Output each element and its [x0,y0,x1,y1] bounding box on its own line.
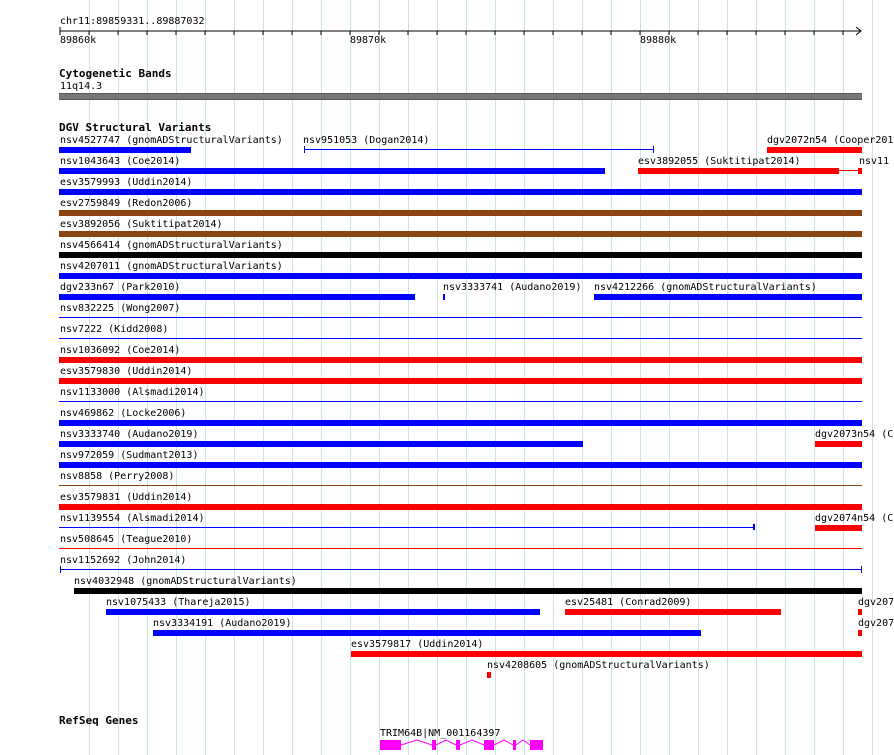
variant-label: nsv972059 (Sudmant2013) [60,450,199,461]
variant-bar-gain-loss-thin[interactable] [59,485,862,486]
variant-label: esv3579993 (Uddin2014) [60,177,193,188]
variant-label: dgv2072n54 (Cooper201 [767,135,894,146]
variant-bar-gain[interactable] [59,147,191,153]
variant-bar-gain[interactable] [59,441,583,447]
ruler-axis [0,24,890,44]
cytoband-label: 11q14.3 [60,81,103,92]
variant-bar-gain[interactable] [594,294,862,300]
variant-bar-end-tick [653,146,654,153]
variant-label: nsv4527747 (gnomADStructuralVariants) [60,135,283,146]
variant-label: nsv1152692 (John2014) [60,555,187,566]
variant-bar-complex[interactable] [59,252,862,258]
variant-bar-loss[interactable] [59,504,862,510]
variant-bar-end-tick [861,566,862,573]
gene-intron [401,740,432,745]
variant-bar-gain-loss[interactable] [59,231,862,237]
tick-label: 89880k [640,35,677,46]
variant-bar-complex[interactable] [74,588,862,594]
gene-intron [494,740,513,745]
cytoband-track-title: Cytogenetic Bands [59,67,172,80]
variant-bar-gain[interactable] [443,294,445,300]
gene-intron [460,740,484,745]
variant-label: nsv4212266 (gnomADStructuralVariants) [594,282,817,293]
gene-exon [432,740,436,750]
variant-bar-end-tick [60,566,61,573]
variant-bar-loss[interactable] [565,609,781,615]
variant-bar-loss[interactable] [59,357,862,363]
variant-label: nsv3333741 (Audano2019) [443,282,582,293]
variant-bar-loss[interactable] [59,378,862,384]
gene-label: TRIM64B|NM_001164397 [380,728,501,739]
gene-exon [484,740,494,750]
grid-line [872,0,873,755]
variant-label: esv25481 (Conrad2009) [565,597,692,608]
variant-label: nsv469862 (Locke2006) [60,408,187,419]
variant-label: dgv233n67 (Park2010) [60,282,181,293]
variant-bar-end-tick [304,146,305,153]
variant-bar-gain[interactable] [59,420,862,426]
variant-label: nsv4208605 (gnomADStructuralVariants) [487,660,710,671]
variant-bar-gain[interactable] [59,294,415,300]
variant-bar-loss[interactable] [858,630,862,636]
gene-exon [530,740,543,750]
variant-label: dgv2073n54 (C [815,429,894,440]
variant-label: nsv11 [859,156,890,167]
variant-bar-loss[interactable] [487,672,491,678]
gene-exon [513,740,516,750]
variant-bar-gain[interactable] [106,609,540,615]
variant-label: esv2759849 (Redon2006) [60,198,193,209]
variant-bar-gain-thin[interactable] [59,317,862,318]
variant-label: nsv951053 (Dogan2014) [303,135,430,146]
variant-label: dgv2074n54 (C [815,513,894,524]
cytoband-bar[interactable] [59,93,862,100]
variant-label: nsv4207011 (gnomADStructuralVariants) [60,261,283,272]
variant-label: nsv8858 (Perry2008) [60,471,175,482]
gene-exon [456,740,460,750]
gene-model[interactable] [370,736,560,755]
variant-label: nsv1036092 (Coe2014) [60,345,181,356]
variant-bar-gain[interactable] [153,630,701,636]
location-label: chr11:89859331..89887032 [60,16,205,27]
variant-label: nsv1043643 (Coe2014) [60,156,181,167]
variant-bar-loss[interactable] [858,168,862,174]
variant-label: nsv3333740 (Audano2019) [60,429,199,440]
tick-label: 89860k [60,35,97,46]
gene-intron [516,740,530,745]
variant-label: nsv4566414 (gnomADStructuralVariants) [60,240,283,251]
variant-bar-gain[interactable] [59,462,862,468]
variant-label: nsv4032948 (gnomADStructuralVariants) [74,576,297,587]
variant-bar-loss[interactable] [351,651,862,657]
variant-bar-loss-thin[interactable] [59,548,862,549]
variant-label: esv3892056 (Suktitipat2014) [60,219,223,230]
variant-bar-loss[interactable] [638,168,839,174]
variant-label: nsv1139554 (Alsmadi2014) [60,513,205,524]
variant-bar-gain[interactable] [59,273,862,279]
variant-label: nsv7222 (Kidd2008) [60,324,169,335]
variant-label: nsv832225 (Wong2007) [60,303,181,314]
variant-bar-loss[interactable] [815,441,862,447]
variant-label: dgv207 [858,597,894,608]
variant-label: esv3579831 (Uddin2014) [60,492,193,503]
variant-bar-gain[interactable] [59,168,605,174]
gene-intron [436,740,456,745]
gene-exon [380,740,401,750]
variant-label: nsv508645 (Teague2010) [60,534,193,545]
variant-bar-gain-thin[interactable] [59,527,754,528]
variant-bar-gain-loss[interactable] [59,210,862,216]
variant-bar-gain-thin[interactable] [304,149,654,150]
variant-label: nsv3334191 (Audano2019) [153,618,292,629]
variant-bar-gain-thin[interactable] [60,569,862,570]
variant-label: dgv207 [858,618,894,629]
variant-label: esv3892055 (Suktitipat2014) [638,156,801,167]
variant-label: nsv1075433 (Thareja2015) [106,597,251,608]
variant-bar-gain-thin[interactable] [59,401,862,402]
variant-bar-loss[interactable] [767,147,862,153]
variant-bar-loss[interactable] [815,525,862,531]
variant-bar-gain[interactable] [59,189,862,195]
refseq-track-title: RefSeq Genes [59,714,139,727]
variant-bar-gain-thin[interactable] [59,338,862,339]
dgv-track-title: DGV Structural Variants [59,121,212,134]
variant-label: esv3579830 (Uddin2014) [60,366,193,377]
variant-bar-loss[interactable] [858,609,862,615]
tick-label: 89870k [350,35,387,46]
variant-bar-end-tick [753,524,755,530]
variant-label: nsv1133000 (Alsmadi2014) [60,387,205,398]
variant-label: esv3579817 (Uddin2014) [351,639,484,650]
